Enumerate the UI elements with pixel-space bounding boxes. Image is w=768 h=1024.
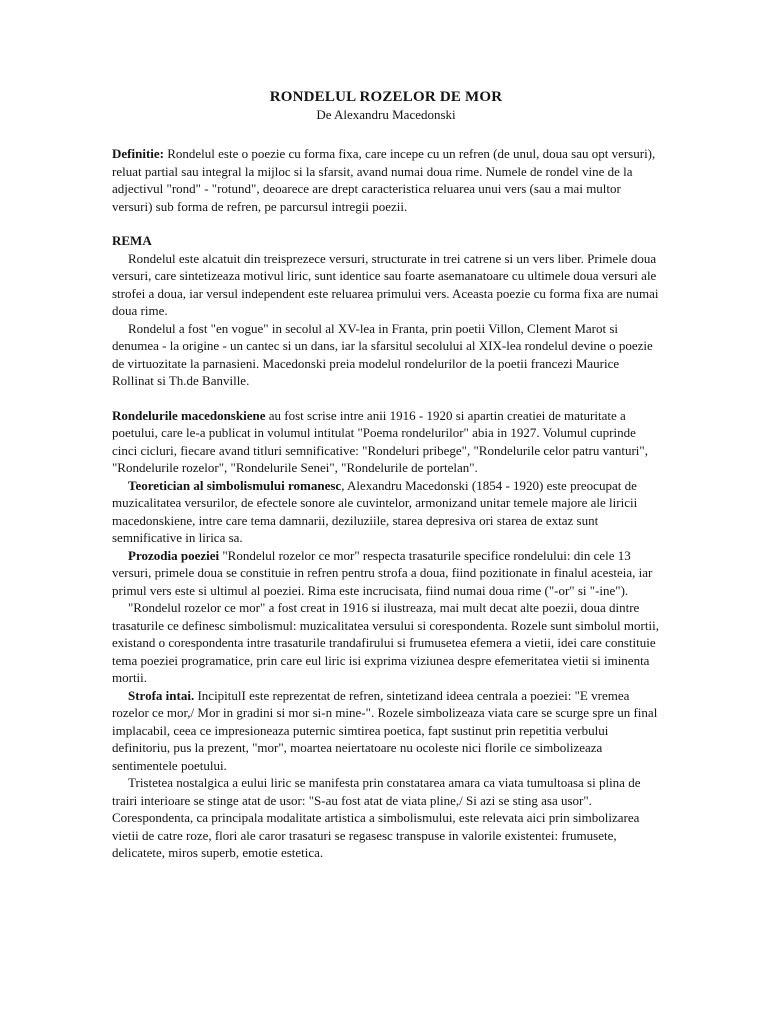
teoretician-paragraph bbox=[112, 477, 660, 547]
spacer bbox=[112, 123, 660, 145]
definition-text: Rondelul este o poezie cu forma fixa, care incepe cu un refren (de unul, doua sau opt versuri), reluat partial sau integral la mijloc si la sfarsit, avand numai doua rime. Numele de rondel vine de la adjectivul "rond" - "rotund", deoarece are drept caracteristica reluarea unui vers (sau a mai multor versuri) sub forma de refren, pe parcursul intregii poezii. bbox=[112, 146, 656, 214]
rema-paragraph-1: Rondelul este alcatuit din treisprezece versuri, structurate in trei catrene si un vers liber. Primele doua versuri, care sintetizeaza motivul liric, sunt identice sau foarte asemanatoare cu ultimele doua versuri ale strofei a doua, iar versul independent este reluarea primului vers. Aceasta poezie cu forma fixa are numai doua rime. bbox=[112, 250, 659, 318]
prozodia-text: "Rondelul rozelor ce mor" respecta trasaturile specifice rondelului: din cele 13 versuri, primele doua se constituie in refren pentru strofa a doua, fiind pozitionate in finalul acesteia, iar primul vers este si ultimul al poeziei. Rima este incrucisata, fiind numai doua rime ("-or" si "-ine"). bbox=[112, 547, 653, 598]
strofa-label: Strofa intai. bbox=[128, 687, 195, 703]
document-author: De Alexandru Macedonski bbox=[316, 107, 456, 122]
tristetea-paragraph: Tristetea nostalgica a eului liric se manifesta prin constatarea amara ca viata tumultoasa si plina de trairi interioare se stinge atat de usor: "S-au fost atat de viata pline,/ Si azi se sting asa usor". Corespondenta, ca principala modalitate artistica a simbolismului, este relevata aici prin simbolizarea vietii de catre roze, flori ale caror trasaturi se regasesc transpuse in valorile existentei: frumusete, delicatete, miros superb, emotie estetica. bbox=[112, 775, 641, 860]
spacer bbox=[112, 215, 660, 232]
teoretician-text: , Alexandru Macedonski (1854 - 1920) este preocupat de muzicalitatea versurilor, de efectele sonore ale cuvintelor, armonizand unitar temele majore ale liricii macedonskiene, intre care tema damnarii, deziluziile, starea depresiva ori starea de extaz sunt semnificative in lirica sa. bbox=[112, 477, 638, 545]
rema-paragraph-2: Rondelul a fost "en vogue" in secolul al XV-lea in Franta, prin poetii Villon, Clement Marot si denumea - la origine - un cantec si un dans, iar la sfarsitul secolului al XIX-lea rondelul devine o poezie de virtuozitate la parnasieni. Macedonski preia modelul rondelurilor de la poetii francezi Maurice Rollinat si Th.de Banville. bbox=[112, 320, 653, 388]
rondelul-paragraph: "Rondelul rozelor ce mor" a fost creat in 1916 si ilustreaza, mai mult decat alte poezii, doua dintre trasaturile ce definesc simbolismul: muzicalitatea versului si corespondenta. Rozele sunt simbolul mortii, existand o corespondenta intre trasaturile trandafirului si frumusetea efemera a vietii, idei care constituie tema poeziei programatice, prin care eul liric isi exprima viziunea despre efemeritatea vietii si iminenta mortii. bbox=[112, 600, 659, 685]
rema-heading: REMA bbox=[112, 233, 152, 248]
rondelurile-paragraph bbox=[112, 407, 660, 477]
teoretician-label: Teoretician al simbolismului romanesc bbox=[128, 477, 342, 493]
rondelurile-text: au fost scrise intre anii 1916 - 1920 si apartin creatiei de maturitate a poetului, care le-a publicat in volumul intitulat "Poema rondelurilor" abia in 1927. Volumul cuprinde cinci cicluri, fiecare avand titluri semnificative: "Rondeluri pribege", "Rondelurile celor patru vanturi", "Rondelurile rozelor", "Rondelurile Senei", "Rondelurile de portelan". bbox=[112, 407, 648, 475]
rondelurile-label: Rondelurile macedonskiene bbox=[112, 407, 266, 423]
document-page bbox=[112, 88, 660, 862]
strofa-text: IncipitulI este reprezentat de refren, sintetizand ideea centrala a poeziei: "E vremea rozelor ce mor,/ Mor in gradini si mor si-n mine-". Rozele simbolizeaza viata care se scurge spre un final implacabil, ceea ce impresioneaza puternic simtirea poetica, fapt sustinut prin repetitia verbului definitoriu, pus la prezent, "mor", moartea neiertatoare nu ocoleste nici florile ce simbolizeaza sentimentele poetului. bbox=[112, 687, 658, 773]
strofa-paragraph bbox=[112, 687, 660, 775]
definition-paragraph bbox=[112, 145, 660, 215]
prozodia-paragraph bbox=[112, 547, 660, 600]
spacer bbox=[112, 390, 660, 407]
definition-label: Definitie: bbox=[112, 146, 164, 161]
prozodia-label: Prozodia poeziei bbox=[128, 547, 220, 563]
document-title: RONDELUL ROZELOR DE MOR bbox=[269, 89, 503, 105]
